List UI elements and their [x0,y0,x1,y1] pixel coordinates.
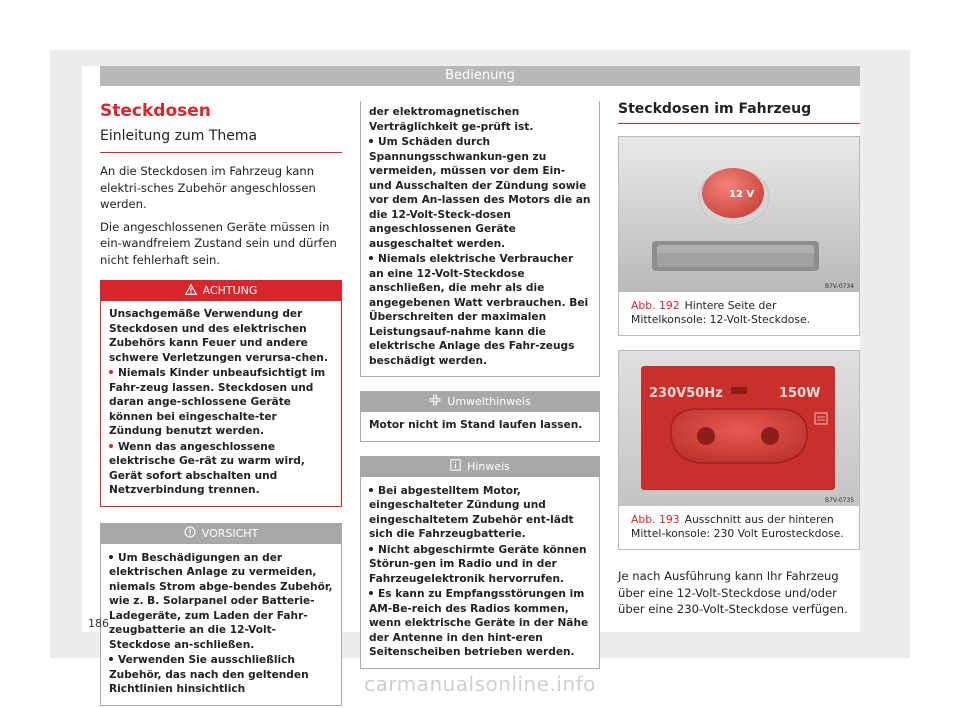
note-item: Bei abgestelltem Motor, eingeschalteter Zündung und eingeschaltetem Zubehör ent-lädt sich die Fahrzeugbatterie. [369,484,574,540]
caution-item: Um Beschädigungen an der elektrischen Anlage zu vermeiden, niemals Strom abge-bendes Zubehör, wie z. B. Solarpanel oder Batterie-Ladegeräte, zum Laden der Fahr-zeugbatterie an die 12-Volt-Steckdose an-schließen. [109,551,333,651]
column-left [100,100,342,706]
environment-box [360,391,600,442]
warning-title: ACHTUNG [202,284,258,297]
caution-item: Niemals elektrische Verbraucher an eine 12-Volt-Steckdose anschließen, die mehr als die angegebenen Watt verbrauchen. Bei Überschreiten der maximalen Leistungsauf-nahme kann die elektrische Anlage des Fahr-zeugs beschädigt werden. [369,253,589,367]
note-box [360,456,600,669]
subsection-title: Steckdosen im Fahrzeug [618,100,860,124]
column-right [618,100,860,618]
column-middle [360,101,600,669]
closing-paragraph: Je nach Ausführung kann Ihr Fahrzeug über eine 12-Volt-Steckdose und/oder über eine 230-Volt-Steckdose verfügen. [618,569,848,616]
intro-paragraph-1: An die Steckdosen im Fahrzeug kann elektri-sches Zubehör angeschlossen werden. [100,164,316,211]
caution-cont-intro: der elektromagnetischen Verträglichkeit ge-prüft ist. [369,106,534,133]
warning-header [101,281,341,301]
info-circle-icon [184,525,196,545]
rating-left: 230V50Hz [649,386,723,401]
warning-item: Niemals Kinder unbeaufsichtigt im Fahr-zeug lassen. Steckdosen und daran ange-schlossene Geräte können bei eingeschalte-ter Zündung benutzt werden. [109,367,326,437]
note-header [361,457,599,477]
section-title: Steckdosen [100,101,211,121]
figure-192-image [619,137,859,292]
socket-label: 12 V [729,189,755,200]
warning-item: Wenn das angeschlossene elektrische Ge-rät zu warm wird, Gerät sofort abschalten und Netzverbindung trennen. [109,440,305,496]
note-item: Nicht abgeschirmte Geräte können Störun-gen im Radio und in der Fahrzeugelektronik hervorrufen. [369,543,587,585]
page-number: 186 [88,617,109,630]
caution-title: VORSICHT [201,526,259,540]
caution-item: Verwenden Sie ausschließlich Zubehör, das nach den geltenden Richtlinien hinsichtlich [109,654,309,695]
watermark: carmanualsonline.info [364,672,596,696]
figure-193-caption: Abb. 193 Ausschnitt aus der hinteren Mittel-konsole: 230 Volt Eurosteckdose. [631,513,844,540]
environment-title: Umwelthinweis [447,395,531,408]
warning-box [100,280,342,507]
note-title: Hinweis [467,459,510,473]
environment-header [361,392,599,412]
warning-intro: Unsachgemäße Verwendung der Steckdosen und des elektrischen Zubehörs kann Feuer und andere schwere Verletzungen verursa-chen. [109,308,328,364]
warning-triangle-icon [185,282,197,302]
figure-192 [618,136,860,336]
figure-193-image [619,351,859,506]
caution-item: Um Schäden durch Spannungsschwankun-gen zu vermeiden, müssen vor dem Ein- und Ausschalten der Zündung sowie vor dem An-lassen des Motors die an die 12-Volt-Steck-dosen angeschlossenen Geräte ausgeschaltet werden. [369,136,591,250]
rating-right: 150W [779,386,821,401]
figure-192-code: B7V-0734 [825,283,855,290]
environment-text: Motor nicht im Stand laufen lassen. [369,419,583,431]
figure-193-code: B7V-0735 [825,497,855,504]
caution-box-continued [360,101,600,377]
note-item: Es kann zu Empfangsstörungen im AM-Be-reich des Radios kommen, wenn elektrische Geräte in der Nähe der Antenne in den hint-eren Seitenscheiben betrieben werden. [369,588,589,658]
note-icon [450,458,461,478]
chapter-header: Bedienung [100,66,860,86]
figure-193 [618,350,860,550]
figure-192-caption: Abb. 192 Hintere Seite der Mittelkonsole: 12-Volt-Steckdose. [631,299,811,326]
section-subtitle: Einleitung zum Thema [100,126,342,153]
intro-paragraph-2: Die angeschlossenen Geräte müssen in ein-wandfreiem Zustand sein und dürfen nicht fehlerhaft sein. [100,219,337,267]
leaf-icon [429,393,441,413]
caution-header [101,524,341,544]
